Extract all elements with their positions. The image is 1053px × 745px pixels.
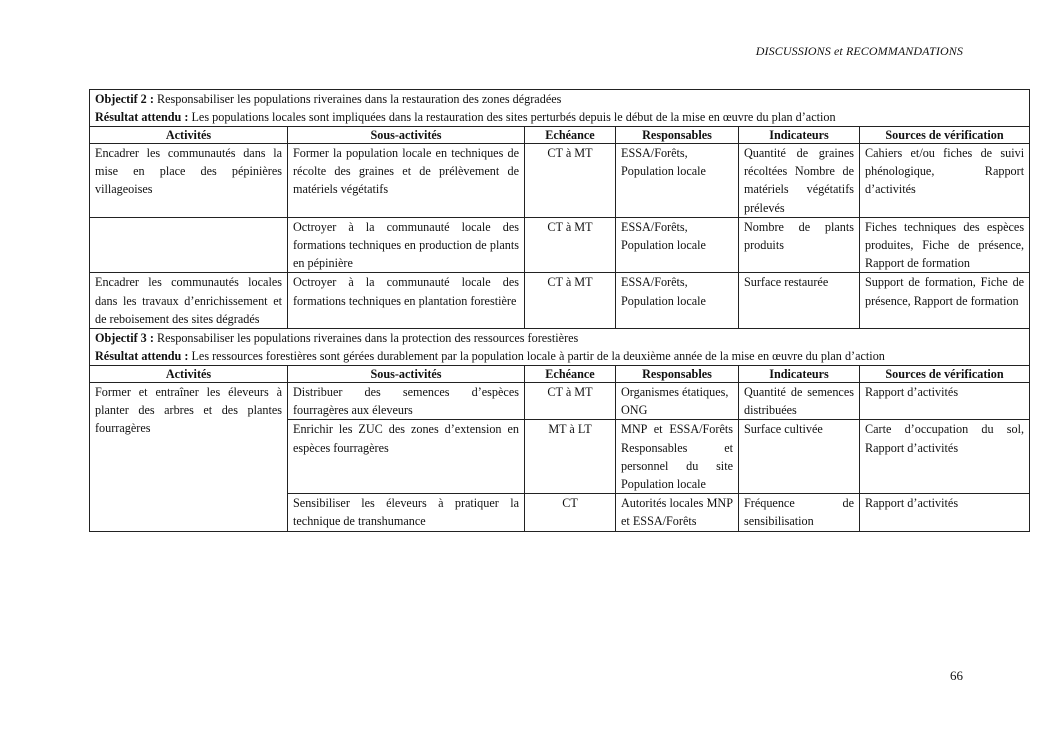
running-header: DISCUSSIONS et RECOMMANDATIONS — [755, 44, 963, 58]
header-row-1 — [90, 127, 1030, 144]
activity-cell: Encadrer les communautés locales dans les travaux d’enrichissement et de reboisement des sites dégradés — [90, 273, 288, 329]
sources-cell: Rapport d’activités — [860, 383, 1030, 420]
activity-cell — [90, 217, 288, 273]
responsables-cell: ESSA/Forêts, Population locale — [616, 273, 739, 329]
indicators-cell: Fréquence de sensibilisation — [739, 494, 860, 531]
table-row — [90, 144, 1030, 218]
subactivity-cell: Former la population locale en techniques de récolte des graines et de prélèvement de matériels végétatifs — [288, 144, 525, 218]
sources-cell: Carte d’occupation du sol, Rapport d’activités — [860, 420, 1030, 494]
subactivity-cell: Distribuer des semences d’espèces fourragères aux éleveurs — [288, 383, 525, 420]
col-header-responsables: Responsables — [616, 127, 739, 144]
col-header-sources: Sources de vérification — [860, 366, 1030, 383]
col-header-echeance: Echéance — [525, 127, 616, 144]
indicators-cell: Quantité de semences distribuées — [739, 383, 860, 420]
expected-result-3-text: Les ressources forestières sont gérées durablement par la population locale à partir de la deuxième année de la mise en œuvre du plan d’action — [188, 349, 885, 364]
objective-3-label: Objectif 3 : — [95, 331, 154, 346]
subactivity-cell: Sensibiliser les éleveurs à pratiquer la technique de transhumance — [288, 494, 525, 531]
col-header-responsables: Responsables — [616, 366, 739, 383]
responsables-cell: MNP et ESSA/Forêts Responsables et personnel du site Population locale — [616, 420, 739, 494]
sources-cell: Support de formation, Fiche de présence, Rapport de formation — [860, 273, 1030, 329]
objective-3-text: Responsabiliser les populations riveraines dans la protection des ressources forestières — [153, 331, 579, 346]
subactivity-cell: Enrichir les ZUC des zones d’extension en espèces fourragères — [288, 420, 525, 494]
page-number: 66 — [950, 668, 963, 683]
objective-2-text: Responsabiliser les populations riveraines dans la restauration des zones dégradées — [153, 92, 562, 106]
deadline-cell: CT — [525, 494, 616, 531]
col-header-indicateurs: Indicateurs — [739, 366, 860, 383]
table-row — [90, 217, 1030, 273]
objective-3-cell — [90, 329, 1030, 366]
sources-cell: Cahiers et/ou fiches de suivi phénologique, Rapport d’activités — [860, 144, 1030, 218]
deadline-cell: CT à MT — [525, 383, 616, 420]
responsables-cell: ESSA/Forêts, Population locale — [616, 217, 739, 273]
subactivity-cell: Octroyer à la communauté locale des formations techniques en plantation forestière — [288, 273, 525, 329]
indicators-cell: Surface restaurée — [739, 273, 860, 329]
action-plan-table — [89, 89, 1030, 532]
objective-2-label: Objectif 2 : — [95, 92, 154, 106]
col-header-activites: Activités — [90, 366, 288, 383]
expected-result-2-text: Les populations locales sont impliquées dans la restauration des sites perturbés depuis le début de la mise en œuvre du plan d’action — [188, 110, 836, 124]
activity-cell: Encadrer les communautés dans la mise en place des pépinières villageoises — [90, 144, 288, 218]
expected-result-2-label: Résultat attendu : — [95, 110, 189, 124]
table-row — [90, 383, 1030, 420]
deadline-cell: CT à MT — [525, 144, 616, 218]
indicators-cell: Quantité de graines récoltées Nombre de matériels végétatifs prélevés — [739, 144, 860, 218]
expected-result-3-label: Résultat attendu : — [95, 349, 189, 364]
col-header-sous-activites: Sous-activités — [288, 127, 525, 144]
responsables-cell: ESSA/Forêts, Population locale — [616, 144, 739, 218]
objective-3-row — [90, 329, 1030, 366]
indicators-cell: Surface cultivée — [739, 420, 860, 494]
deadline-cell: CT à MT — [525, 217, 616, 273]
col-header-echeance: Echéance — [525, 366, 616, 383]
subactivity-cell: Octroyer à la communauté locale des formations techniques en production de plants en pépinière — [288, 217, 525, 273]
indicators-cell: Nombre de plants produits — [739, 217, 860, 273]
col-header-indicateurs: Indicateurs — [739, 127, 860, 144]
header-row-2 — [90, 366, 1030, 383]
sources-cell: Rapport d’activités — [860, 494, 1030, 531]
col-header-sous-activites: Sous-activités — [288, 366, 525, 383]
activity-cell: Former et entraîner les éleveurs à planter des arbres et des plantes fourragères — [90, 383, 288, 532]
objective-2-cell — [90, 90, 1030, 127]
col-header-sources: Sources de vérification — [860, 127, 1030, 144]
col-header-activites: Activités — [90, 127, 288, 144]
table-row — [90, 273, 1030, 329]
responsables-cell: Organismes étatiques, ONG — [616, 383, 739, 420]
objective-2-row — [90, 90, 1030, 127]
deadline-cell: MT à LT — [525, 420, 616, 494]
responsables-cell: Autorités locales MNP et ESSA/Forêts — [616, 494, 739, 531]
deadline-cell: CT à MT — [525, 273, 616, 329]
sources-cell: Fiches techniques des espèces produites, Fiche de présence, Rapport de formation — [860, 217, 1030, 273]
